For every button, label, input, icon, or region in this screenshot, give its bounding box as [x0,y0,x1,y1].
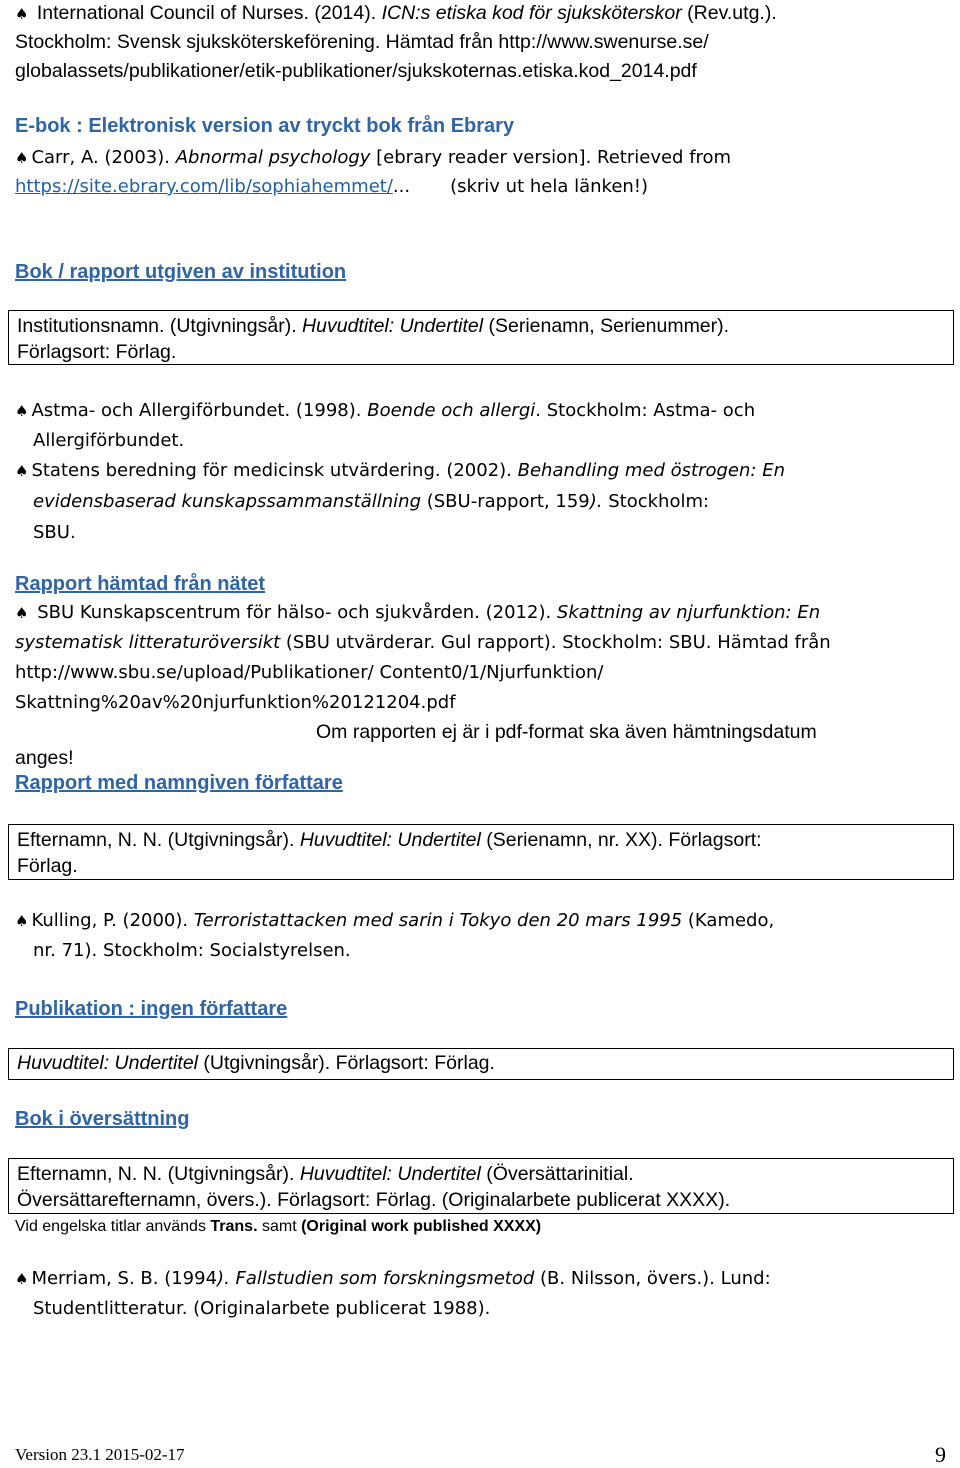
ref-icn-authors: International Council of Nurses. (2014). [36,2,382,24]
ref-sbu2-line1: ♠ SBU Kunskapscentrum för hälso- och sjukvården. (2012). Skattning av njurfunktion: En [15,602,821,623]
ref-sbu-line2: evidensbaserad kunskapssammanställning (SBU-rapport, 159). Stockholm: [33,491,710,512]
ref-sbu2-line4: Skattning%20av%20njurfunktion%20121204.pdf [15,692,456,713]
spade-bullet-icon: ♠ [15,912,29,930]
pdf-note-line2: anges! [15,747,74,769]
ebok-heading: E-bok : Elektronisk version av tryckt bok från Ebrary [15,115,515,137]
namngiven-template-line2: Förlag. [17,855,78,877]
namngiven-template-line1: Efternamn, N. N. (Utgivningsår). Huvudtitel: Undertitel (Serienamn, nr. XX). Förlagsort: [17,829,762,851]
ref-carr-line1: ♠ Carr, A. (2003). Abnormal psychology [ebrary reader version]. Retrieved from [15,147,732,168]
oversattning-template-line2: Översättarefternamn, övers.). Förlagsort: Förlag. (Originalarbete publicerat XXXX). [17,1189,731,1211]
ebrary-link[interactable]: https://site.ebrary.com/lib/sophiahemmet/ [15,176,393,197]
namngiven-template-box [8,824,954,880]
spade-bullet-icon: ♠ [15,149,29,167]
write-full-link-note: (skriv ut hela länken!) [450,176,649,197]
ingen-template-line1: Huvudtitel: Undertitel (Utgivningsår). Förlagsort: Förlag. [17,1052,495,1074]
ref-icn-line1 [15,0,777,27]
ingen-template-box [8,1048,954,1080]
ref-icn-title: ICN:s etiska kod för sjuksköterskor [381,2,682,24]
page-number: 9 [935,1442,946,1467]
institution-template-line2: Förlagsort: Förlag. [17,341,177,363]
english-titles-note: Vid engelska titlar används Trans. samt (Original work published XXXX) [15,1218,542,1235]
spade-bullet-icon: ♠ [15,402,29,420]
ref-astma-line1: ♠ Astma- och Allergiförbundet. (1998). Boende och allergi. Stockholm: Astma- och [15,400,756,421]
ref-sbu2-line2: systematisk litteraturöversikt (SBU utvärderar. Gul rapport). Stockholm: SBU. Hämtad från [15,632,831,653]
ref-icn-line3: globalassets/publikationer/etik-publikationer/sjukskoternas.etiska.kod_2014.pdf [15,60,697,82]
natet-heading: Rapport hämtad från nätet [15,573,266,595]
pdf-note-line1: Om rapporten ej är i pdf-format ska även hämtningsdatum [316,721,817,743]
ref-merriam-line1: ♠ Merriam, S. B. (1994). Fallstudien som forskningsmetod (B. Nilsson, övers.). Lund: [15,1268,771,1289]
ingen-heading: Publikation : ingen författare [15,998,288,1020]
oversattning-template-box [8,1158,954,1214]
institution-template-box [8,310,954,365]
namngiven-heading: Rapport med namngiven författare [15,772,343,794]
ref-astma-line2: Allergiförbundet. [33,430,185,451]
ref-kulling-line1: ♠ Kulling, P. (2000). Terroristattacken med sarin i Tokyo den 20 mars 1995 (Kamedo, [15,910,775,931]
ref-sbu-line1: ♠ Statens beredning för medicinsk utvärdering. (2002). Behandling med östrogen: En [15,460,785,481]
footer-version: Version 23.1 2015-02-17 [15,1445,185,1464]
ref-sbu2-line3: http://www.sbu.se/upload/Publikationer/ Content0/1/Njurfunktion/ [15,662,604,683]
spade-bullet-icon: ♠ [15,5,29,23]
institution-template-line1: Institutionsnamn. (Utgivningsår). Huvudtitel: Undertitel (Serienamn, Serienummer). [17,315,730,337]
ref-icn-line2: Stockholm: Svensk sjuksköterskeförening. Hämtad från http://www.swenurse.se/ [15,31,709,53]
spade-bullet-icon: ♠ [15,1270,29,1288]
ref-carr-line2: https://site.ebrary.com/lib/sophiahemmet/... (skriv ut hela länken!) [15,176,649,197]
ref-sbu-line3: SBU. [33,522,76,543]
oversattning-template-line1: Efternamn, N. N. (Utgivningsår). Huvudtitel: Undertitel (Översättarinitial. [17,1163,634,1185]
ref-icn-edition: (Rev.utg.). [681,2,777,24]
institution-heading: Bok / rapport utgiven av institution [15,261,347,283]
oversattning-heading: Bok i översättning [15,1108,190,1130]
ref-merriam-line2: Studentlitteratur. (Originalarbete publicerat 1988). [33,1298,491,1319]
spade-bullet-icon: ♠ [15,604,29,622]
ref-kulling-line2: nr. 71). Stockholm: Socialstyrelsen. [33,940,351,961]
spade-bullet-icon: ♠ [15,462,29,480]
